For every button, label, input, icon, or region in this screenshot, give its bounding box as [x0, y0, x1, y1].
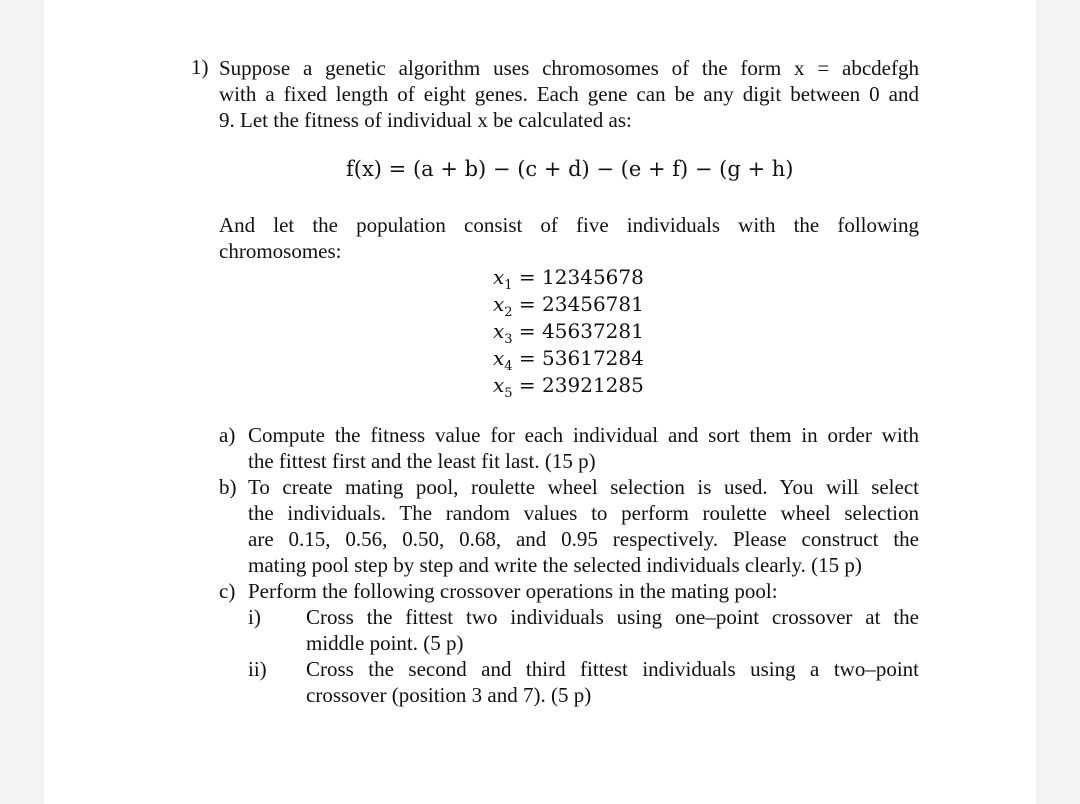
subpart-line: Cross the second and third fittest individuals using a two–point — [306, 657, 919, 681]
subpart-line: crossover (position 3 and 7). (5 p) — [306, 683, 592, 707]
part-c-i — [219, 604, 919, 656]
question-parts — [219, 422, 919, 708]
part-line: Compute the fitness value for each individual and sort them in order with — [248, 423, 919, 447]
chromosome-row: $x_3 = 45637281$ — [493, 319, 644, 347]
subpart-line: Cross the fittest two individuals using one–point crossover at the — [306, 605, 919, 629]
population-text — [219, 212, 919, 264]
chromosome-row: $x_2 = 23456781$ — [493, 292, 644, 320]
chromosome-row: $x_4 = 53617284$ — [493, 346, 644, 374]
subpart-line: middle point. (5 p) — [306, 631, 464, 655]
fitness-formula: f(x) = (a + b) − (c + d) − (e + f) − (g + h) — [346, 157, 794, 181]
part-line: the fittest first and the least fit last. (15 p) — [248, 449, 596, 473]
part-label: c) — [219, 579, 236, 603]
chromosome-row: $x_5 = 23921285$ — [493, 373, 644, 401]
intro-line: with a fixed length of eight genes. Each gene can be any digit between 0 and — [219, 82, 919, 106]
population-line: chromosomes: — [219, 239, 342, 263]
part-b — [219, 474, 919, 578]
intro-line: Suppose a genetic algorithm uses chromosomes of the form x = abcdefgh — [219, 56, 919, 80]
intro-line: 9. Let the fitness of individual x be calculated as: — [219, 108, 632, 132]
part-line: To create mating pool, roulette wheel selection is used. You will select — [248, 475, 919, 499]
chromosome-row: $x_1 = 12345678$ — [493, 265, 644, 293]
part-label: b) — [219, 475, 237, 499]
chromosome-list — [493, 264, 644, 399]
subpart-label: i) — [248, 605, 261, 629]
part-a — [219, 422, 919, 474]
part-line: mating pool step by step and write the selected individuals clearly. (15 p) — [248, 553, 862, 577]
population-line: And let the population consist of five individuals with the following — [219, 213, 919, 237]
part-c-ii — [219, 656, 919, 708]
part-line: Perform the following crossover operations in the mating pool: — [248, 579, 778, 603]
part-label: a) — [219, 423, 236, 447]
part-c — [219, 578, 919, 604]
question-intro — [219, 55, 919, 133]
subpart-label: ii) — [248, 657, 267, 681]
part-line: the individuals. The random values to perform roulette wheel selection — [248, 501, 919, 525]
question-number: 1) — [191, 55, 209, 79]
part-line: are 0.15, 0.56, 0.50, 0.68, and 0.95 respectively. Please construct the — [248, 527, 919, 551]
